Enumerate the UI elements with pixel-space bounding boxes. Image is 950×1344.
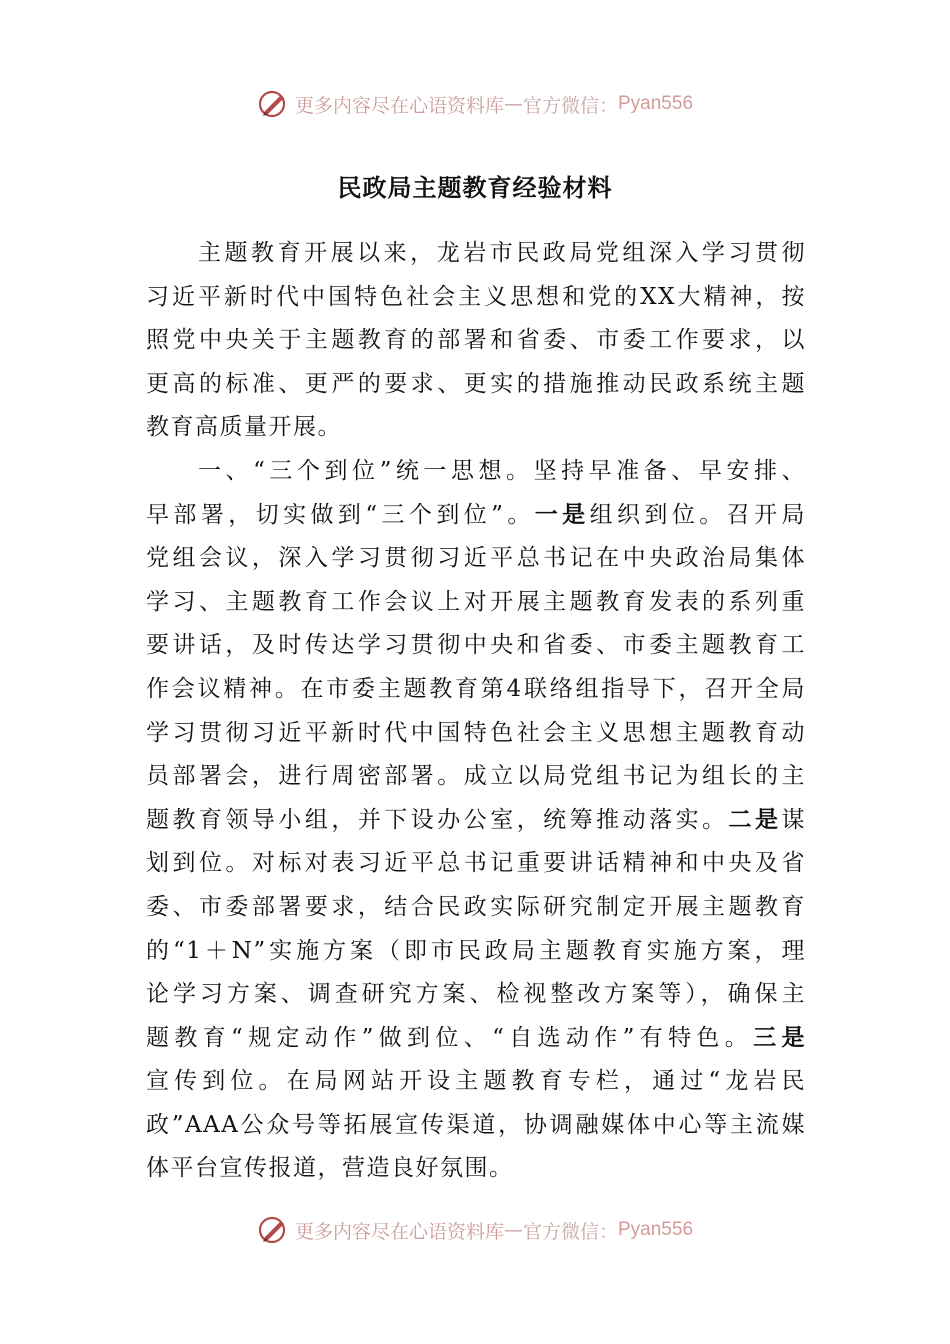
body-text-run: 习近平新时代中国特色社会主义思想和党的XX大精神，按	[146, 283, 806, 310]
body-text-run: 主题教育开展以来，龙岩市民政局党组深入学习贯彻	[198, 240, 806, 266]
body-text-run: 的“1＋N”实施方案（即市民政局主题教育实施方案，理	[146, 937, 806, 964]
body-text-run: 题教育领导小组，并下设办公室，统筹推动落实。	[146, 806, 729, 833]
body-text-run: 教育高质量开展。	[146, 414, 342, 441]
body-line	[146, 406, 806, 450]
body-line	[146, 450, 806, 494]
watermark-brand: 更多内容尽在心语资料库	[294, 94, 504, 117]
body-text-run: 一、“三个到位”统一思想。坚持早准备、早安排、	[198, 457, 806, 484]
body-line	[146, 1104, 806, 1148]
body-text-run: 照党中央关于主题教育的部署和省委、市委工作要求，以	[146, 327, 806, 354]
watermark-separator: —	[503, 93, 523, 115]
body-text-run: 要讲话，及时传达学习贯彻中央和省委、市委主题教育工	[146, 632, 806, 659]
body-text-run: 学习贯彻习近平新时代中国特色社会主义思想主题教育动	[146, 719, 806, 746]
body-line	[146, 1017, 806, 1061]
body-text-run: 划到位。对标对表习近平总书记重要讲话精神和中央及省	[146, 850, 806, 877]
emphasis-keyword: 三是	[753, 1024, 806, 1051]
document-title: 民政局主题教育经验材料	[337, 174, 613, 202]
body-line	[146, 799, 806, 843]
body-line	[146, 494, 806, 538]
body-text-run: 员部署会，进行周密部署。成立以局党组书记为组长的主	[146, 763, 806, 790]
body-line	[146, 668, 806, 712]
pen-logo-icon	[257, 87, 291, 121]
body-text-run: 早部署，切实做到“三个到位”。	[146, 501, 535, 528]
watermark-wechat-label: 官方微信：	[522, 1220, 618, 1243]
body-text-run: 政”AAA公众号等拓展宣传渠道，协调融媒体中心等主流媒	[146, 1111, 806, 1138]
body-line	[146, 755, 806, 799]
body-text-run: 组织到位。召开局	[589, 501, 807, 528]
body-line	[146, 712, 806, 756]
watermark-banner-top	[0, 82, 950, 126]
body-text-run: 题教育“规定动作”做到位、“自选动作”有特色。	[146, 1024, 754, 1051]
watermark-separator: —	[503, 1219, 523, 1241]
body-line	[146, 363, 806, 407]
body-line	[146, 973, 806, 1017]
body-text-run: 学习、主题教育工作会议上对开展主题教育发表的系列重	[146, 588, 806, 615]
body-line	[146, 232, 806, 276]
body-text-run: 宣传到位。在局网站开设主题教育专栏，通过“龙岩民	[146, 1068, 806, 1095]
emphasis-keyword: 二是	[728, 806, 782, 833]
body-text-run: 更高的标准、更严的要求、更实的措施推动民政系统主题	[146, 370, 806, 397]
document-body	[146, 232, 806, 1191]
body-line	[146, 319, 806, 363]
pen-logo-icon	[257, 1213, 291, 1247]
body-line	[146, 886, 806, 930]
watermark-wechat-id: Pyan556	[618, 1219, 694, 1240]
body-text-run: 作会议精神。在市委主题教育第4联络组指导下，召开全局	[146, 675, 806, 702]
watermark-wechat-id: Pyan556	[618, 93, 694, 114]
body-line	[146, 624, 806, 668]
body-line	[146, 1147, 806, 1191]
body-line	[146, 842, 806, 886]
body-text-run: 党组会议，深入学习贯彻习近平总书记在中央政治局集体	[146, 545, 806, 572]
body-line	[146, 1060, 806, 1104]
body-text-run: 委、市委部署要求，结合民政实际研究制定开展主题教育	[146, 893, 806, 920]
body-line	[146, 930, 806, 974]
body-text-run: 体平台宣传报道，营造良好氛围。	[146, 1155, 514, 1182]
emphasis-keyword: 一是	[534, 501, 590, 528]
body-text-run: 谋	[781, 806, 807, 833]
body-text-run: 论学习方案、调查研究方案、检视整改方案等），确保主	[146, 981, 806, 1008]
body-line	[146, 276, 806, 320]
watermark-wechat-label: 官方微信：	[522, 94, 618, 117]
body-line	[146, 581, 806, 625]
watermark-brand: 更多内容尽在心语资料库	[294, 1220, 504, 1243]
watermark-banner-bottom	[0, 1208, 950, 1252]
body-line	[146, 537, 806, 581]
